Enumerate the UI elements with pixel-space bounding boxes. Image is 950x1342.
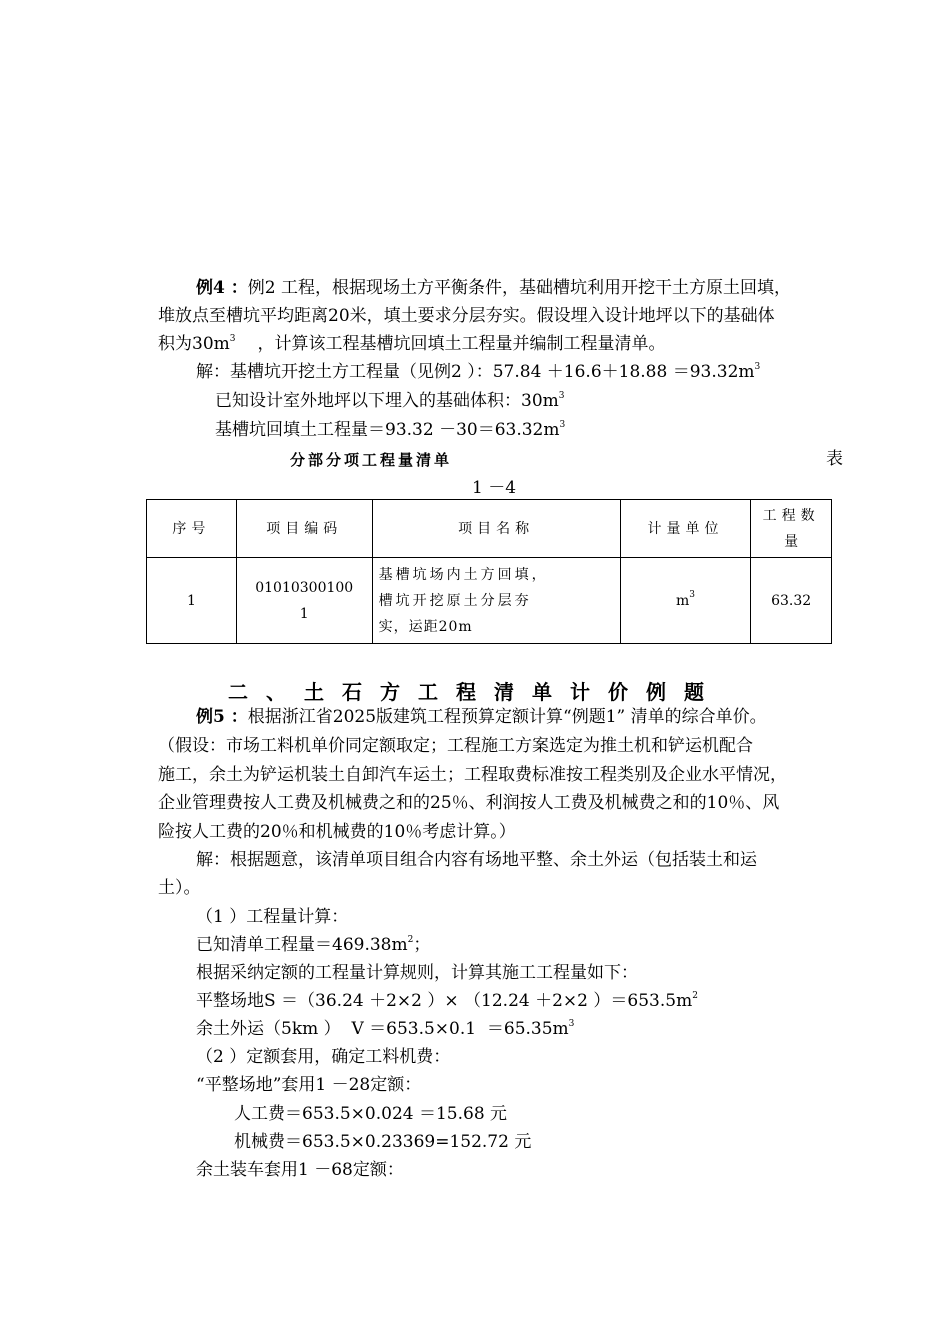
- cell-quantity: 63.32: [751, 558, 832, 644]
- example5-line5: 险按人工费的20％和机械费的10％考虑计算。）: [158, 822, 516, 842]
- site-leveling-quota-line: “平整场地”套用1 －28定额：: [196, 1075, 422, 1095]
- example4-solution-1: 解：基槽坑开挖土方工程量（见例2 ）：$57.84 +16.6+18.88 =93.32m^3$: [196, 362, 761, 382]
- calc-rule-line: 根据采纳定额的工程量计算规则，计算其施工工程量如下：: [196, 963, 638, 983]
- header-quantity: 工程数 量: [751, 500, 832, 558]
- cell-index: 1: [147, 558, 237, 644]
- example5-line4: 企业管理费按人工费及机械费之和的25％、利润按人工费及机械费之和的10％、风: [158, 793, 780, 813]
- table-row: [147, 558, 832, 644]
- bill-quantity-line: 已知清单工程量$=469.38m^2$；: [196, 935, 431, 955]
- labor-cost-line: 人工费＝653.5×0.024 ＝15.68 元: [234, 1104, 508, 1124]
- cell-unit: $m^3$: [620, 558, 751, 644]
- example5-line1: 例5 ：根据浙江省2025版建筑工程预算定额计算“例题1” 清单的综合单价。: [196, 707, 767, 727]
- table-header-row: [147, 500, 832, 558]
- example5-solution-cont: 土）。: [158, 878, 201, 898]
- soil-transport-line: 余土外运（5km ） $V =653.5\times 0.1 =65.35m^3$: [196, 1019, 575, 1039]
- bill-of-quantities-table: [146, 499, 832, 644]
- header-unit: 计量单位: [620, 500, 751, 558]
- table-ref-number: 1 －4: [472, 478, 517, 498]
- header-name: 项目名称: [372, 500, 620, 558]
- step1-heading: （1 ）工程量计算：: [196, 907, 349, 927]
- example4-label: 例4 ：: [196, 278, 248, 298]
- example4-line2: 堆放点至槽坑平均距离20米，填土要求分层夯实。假设埋入设计地坪以下的基础体: [158, 306, 775, 326]
- example5-label: 例5 ：: [196, 707, 248, 727]
- cell-code: 01010300100 1: [236, 558, 372, 644]
- example4-line1: [196, 278, 791, 298]
- example4-solution-2: 已知设计室外地坪以下埋入的基础体积：$30m^3$: [215, 391, 565, 411]
- header-code: 项目编码: [236, 500, 372, 558]
- machinery-cost-line: 机械费＝653.5×0.23369=152.72 元: [234, 1132, 532, 1152]
- example4-line3: 积为$30m^3$ ，计算该工程基槽坑回填土工程量并编制工程量清单。: [158, 334, 666, 354]
- header-index: 序号: [147, 500, 237, 558]
- step2-heading: （2 ）定额套用，确定工料机费：: [196, 1047, 451, 1067]
- soil-loading-quota-line: 余土装车套用1 －68定额：: [196, 1160, 404, 1180]
- example4-text: 例2 工程，根据现场土方平衡条件，基础槽坑利用开挖干土方原土回填，: [247, 278, 791, 298]
- site-leveling-line: 平整场地S ＝（36.24 ＋2×2 ）× （12.24 ＋2×2 ）$=653.5m^2$: [196, 991, 698, 1011]
- example5-line3: 施工，余土为铲运机装土自卸汽车运土；工程取费标准按工程类别及企业水平情况，: [158, 765, 787, 785]
- table-ref-prefix: 表: [826, 449, 843, 469]
- example4-solution-3: 基槽坑回填土工程量$=93.32 -30=63.32m^3$: [215, 420, 566, 440]
- table-title: 分部分项工程量清单: [290, 451, 453, 469]
- cell-name: 基槽坑场内土方回填， 槽坑开挖原土分层夯 实，运距20m: [372, 558, 620, 644]
- example5-line2: （假设：市场工料机单价同定额取定；工程施工方案选定为推土机和铲运机配合: [158, 736, 753, 756]
- section-title: 二、土石方工程清单计价例题: [228, 680, 722, 704]
- example5-solution: 解：根据题意，该清单项目组合内容有场地平整、余土外运（包括装土和运: [196, 850, 757, 870]
